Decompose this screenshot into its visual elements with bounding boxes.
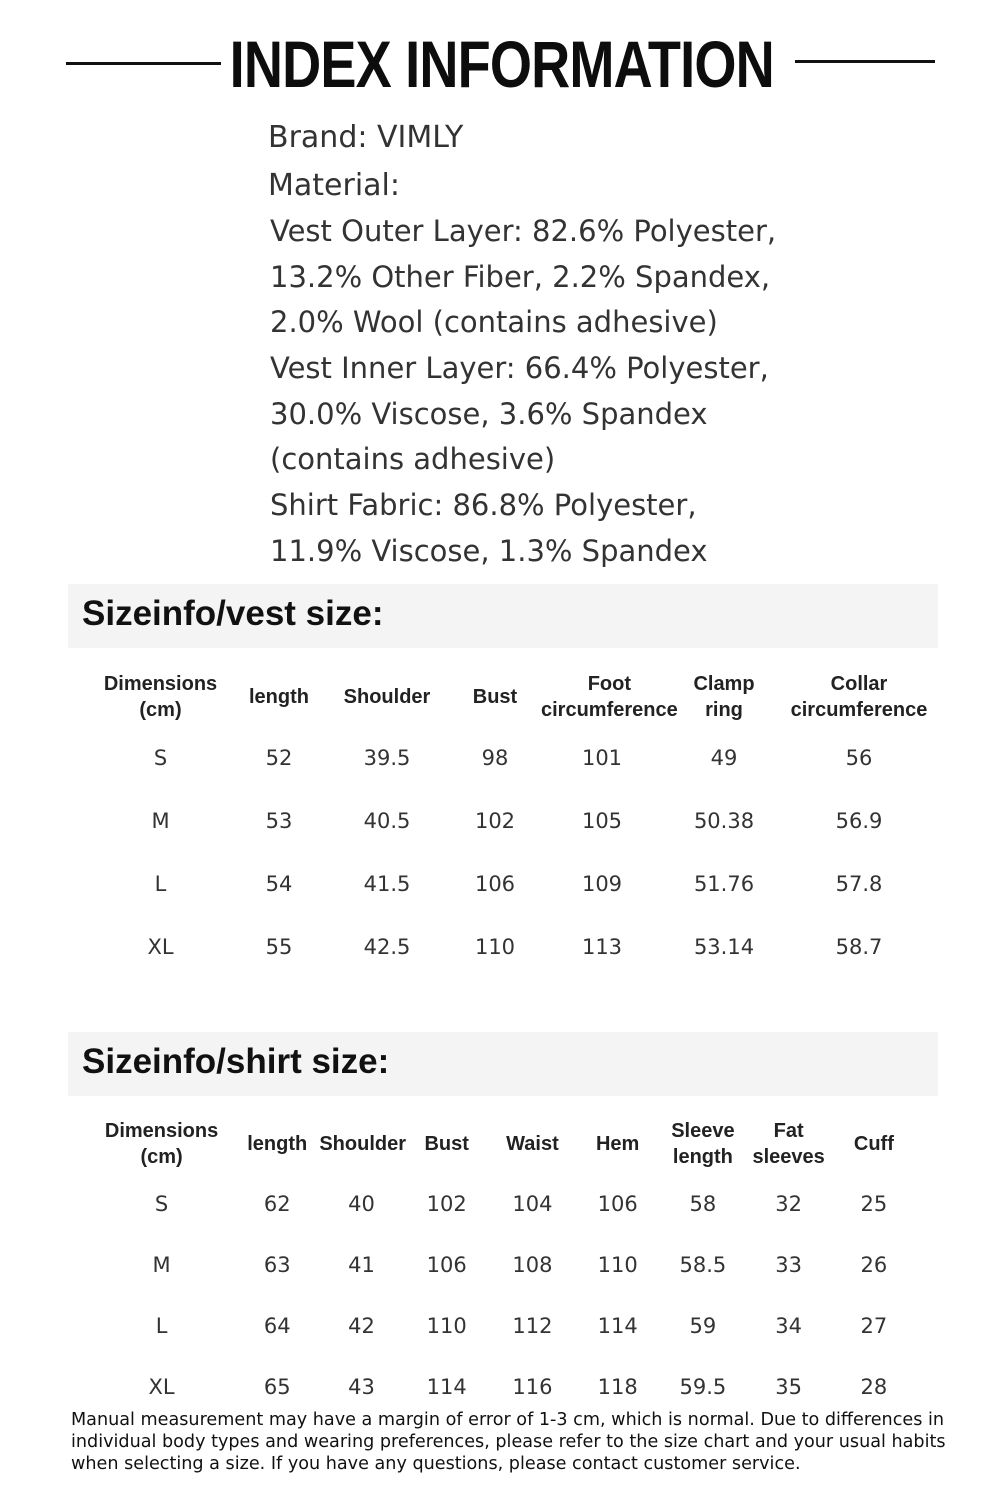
vest-header-row [88, 668, 933, 726]
column-header [746, 1115, 832, 1173]
measurement-cell: 105 [581, 808, 623, 833]
measurement-cell: 102 [474, 808, 516, 833]
measurement-cell: 51.76 [693, 871, 755, 896]
measurement-cell: 56.9 [835, 808, 883, 833]
brand-line: Brand: VIMLY [268, 120, 464, 155]
table-row [88, 1295, 916, 1356]
measurement-cell: 25 [860, 1191, 888, 1216]
measurement-cell: 114 [597, 1313, 638, 1338]
column-header-text: Sleeve [671, 1120, 735, 1142]
column-header-text: Dimensions [103, 673, 218, 695]
column-header-text: ring [705, 699, 743, 721]
column-header [404, 1115, 490, 1173]
measurement-cell: 106 [474, 871, 516, 896]
column-header [319, 1115, 407, 1173]
measurement-cell: 102 [426, 1191, 467, 1216]
measurement-cell: 58.5 [679, 1252, 727, 1277]
measurement-cell: 42.5 [363, 934, 411, 959]
column-header-text: Shoulder [319, 1133, 407, 1155]
column-header-text: circumference [541, 699, 678, 721]
measurement-cell: 28 [860, 1374, 888, 1399]
measurement-cell: 118 [597, 1374, 638, 1399]
material-line: 11.9% Viscose, 1.3% Spandex [270, 534, 708, 568]
material-line: 30.0% Viscose, 3.6% Spandex [270, 397, 708, 431]
size-label-cell: S [154, 1191, 169, 1216]
size-label-cell: L [155, 1313, 168, 1338]
column-header [660, 1115, 745, 1173]
measurement-cell: 106 [426, 1252, 467, 1277]
measurement-cell: 110 [426, 1313, 467, 1338]
measurement-cell: 109 [581, 871, 623, 896]
measurement-cell: 110 [474, 934, 516, 959]
column-header-text: Foot [587, 673, 632, 695]
measurement-cell: 52 [265, 745, 293, 770]
measurement-cell: 114 [426, 1374, 467, 1399]
measurement-cell: 59.5 [679, 1374, 727, 1399]
measurement-cell: 33 [775, 1252, 802, 1277]
material-line: 2.0% Wool (contains adhesive) [270, 305, 718, 339]
table-row [88, 1173, 916, 1234]
column-header-text: circumference [790, 699, 928, 721]
measurement-cell: 42 [348, 1313, 375, 1338]
measurement-cell: 39.5 [363, 745, 411, 770]
column-header-text: length [249, 686, 309, 708]
table-row [88, 789, 933, 852]
shirt-header-row [88, 1115, 916, 1173]
measurement-cell: 112 [512, 1313, 553, 1338]
measurement-cell: 53 [265, 808, 293, 833]
table-row [88, 726, 933, 789]
material-line: 13.2% Other Fiber, 2.2% Spandex, [270, 260, 771, 294]
measurement-cell: 98 [481, 745, 509, 770]
measurement-cell: 106 [597, 1191, 638, 1216]
measurement-cell: 32 [775, 1191, 802, 1216]
table-row [88, 915, 933, 978]
shirt-size-heading-text: Sizeinfo/shirt size: [82, 1042, 390, 1081]
material-line: Shirt Fabric: 86.8% Polyester, [270, 488, 697, 522]
column-header-text: (cm) [140, 1146, 183, 1168]
column-header-text: Fat [773, 1120, 804, 1142]
size-label-cell: M [151, 808, 170, 833]
column-header-text: Cuff [853, 1133, 894, 1155]
measurement-cell: 62 [263, 1191, 291, 1216]
column-header-text: Hem [595, 1133, 640, 1155]
column-header-text: Waist [506, 1133, 559, 1155]
column-header [663, 668, 785, 726]
column-header [785, 668, 933, 726]
column-header-text: length [247, 1133, 308, 1155]
measurement-cell: 64 [263, 1313, 291, 1338]
measurement-cell: 56 [845, 745, 873, 770]
vest-size-table [88, 668, 933, 978]
measurement-cell: 59 [689, 1313, 717, 1338]
measurement-cell: 63 [263, 1252, 291, 1277]
column-header [832, 1115, 916, 1173]
size-label-cell: M [152, 1252, 171, 1277]
measurement-cell: 43 [348, 1374, 375, 1399]
measurement-cell: 113 [581, 934, 623, 959]
column-header [233, 668, 325, 726]
measurement-cell: 58.7 [835, 934, 883, 959]
column-header [490, 1115, 575, 1173]
measurement-cell: 108 [512, 1252, 553, 1277]
column-header-text: Clamp [693, 673, 755, 695]
column-header-text: Bust [424, 1133, 469, 1155]
measurement-cell: 40.5 [363, 808, 411, 833]
measurement-cell: 41 [348, 1252, 375, 1277]
shirt-size-table [88, 1115, 916, 1417]
table-row [88, 1234, 916, 1295]
measurement-cell: 101 [581, 745, 623, 770]
size-label-cell: L [154, 871, 167, 896]
measurement-cell: 27 [860, 1313, 888, 1338]
vest-size-heading [68, 584, 938, 648]
measurement-cell: 35 [775, 1374, 802, 1399]
column-header-text: length [672, 1146, 733, 1168]
measurement-cell: 50.38 [693, 808, 755, 833]
measurement-cell: 116 [512, 1374, 553, 1399]
column-header [88, 1115, 235, 1173]
column-header-text: Shoulder [343, 686, 431, 708]
size-label-cell: XL [147, 934, 174, 959]
measurement-cell: 65 [263, 1374, 291, 1399]
column-header-text: sleeves [752, 1146, 825, 1168]
measurement-cell: 34 [775, 1313, 802, 1338]
column-header-text: Bust [472, 686, 518, 708]
measurement-cell: 104 [512, 1191, 553, 1216]
table-row [88, 852, 933, 915]
measurement-cell: 58 [689, 1191, 717, 1216]
shirt-size-heading [68, 1032, 938, 1096]
column-header [541, 668, 678, 726]
material-label: Material: [268, 168, 400, 203]
measurement-cell: 26 [860, 1252, 888, 1277]
table-row [88, 1356, 916, 1417]
measurement-cell: 54 [265, 871, 293, 896]
measurement-cell: 53.14 [693, 934, 755, 959]
column-header [449, 668, 541, 726]
column-header [88, 668, 233, 726]
measurement-cell: 40 [348, 1191, 375, 1216]
column-header [575, 1115, 660, 1173]
material-line: (contains adhesive) [270, 442, 556, 476]
measurement-cell: 55 [265, 934, 293, 959]
column-header-text: (cm) [139, 699, 182, 721]
column-header-text: Collar [830, 673, 888, 695]
measurement-cell: 49 [710, 745, 738, 770]
measurement-cell: 41.5 [363, 871, 411, 896]
size-label-cell: S [153, 745, 168, 770]
measurement-note: Manual measurement may have a margin of error of 1-3 cm, which is normal. Due to differences in individual body types and wearing preferences, please refer to the size chart and your usual habits when selecting a size. If you have any questions, please contact customer service. [71, 1410, 946, 1474]
measurement-cell: 57.8 [835, 871, 883, 896]
page-title: INDEX INFORMATION [229, 27, 774, 101]
column-header [235, 1115, 319, 1173]
material-line: Vest Inner Layer: 66.4% Polyester, [270, 351, 769, 385]
column-header [325, 668, 449, 726]
measurement-cell: 110 [597, 1252, 638, 1277]
material-line: Vest Outer Layer: 82.6% Polyester, [270, 214, 777, 248]
size-label-cell: XL [148, 1374, 175, 1399]
column-header-text: Dimensions [104, 1120, 219, 1142]
vest-size-heading-text: Sizeinfo/vest size: [82, 594, 384, 633]
